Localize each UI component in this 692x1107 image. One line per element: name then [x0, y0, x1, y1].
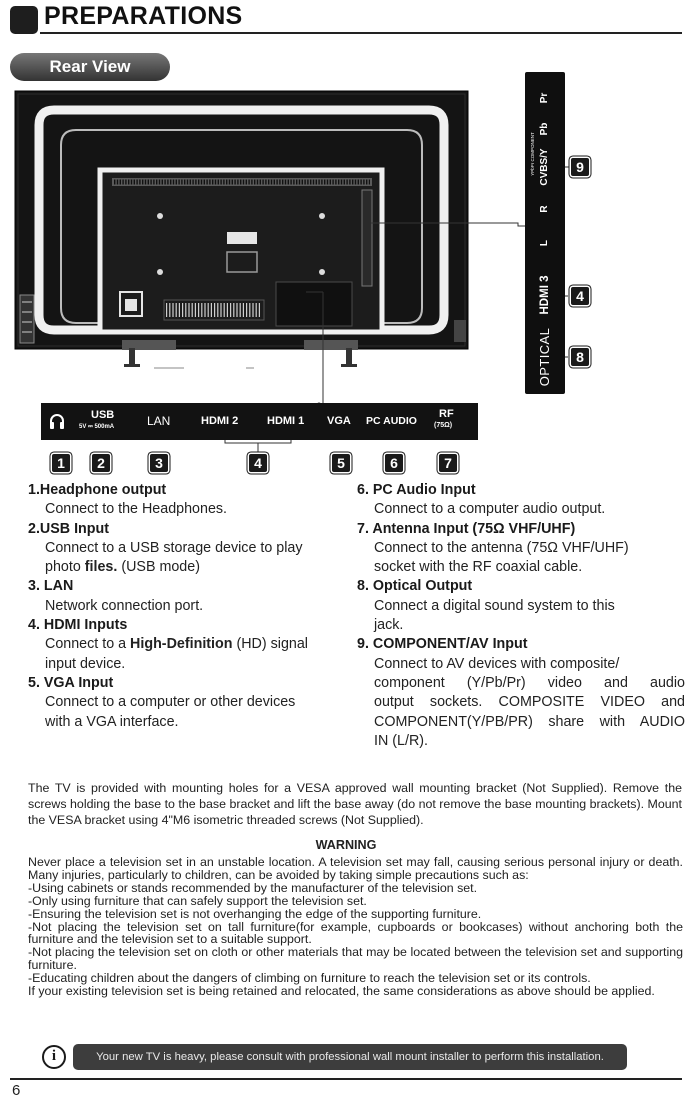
- item-8-body-1: Connect a digital sound system to this: [374, 597, 615, 614]
- item-5-body-2: with a VGA interface.: [45, 713, 179, 730]
- callout-5: 5: [332, 454, 350, 472]
- warning-text: [28, 856, 683, 998]
- warning-title: WARNING: [315, 838, 377, 852]
- warning-line-6: -Educating children about the dangers of climbing on furniture to reach the television set or its controls.: [28, 971, 591, 986]
- item-9-title: 9. COMPONENT/AV Input: [357, 636, 528, 653]
- warning-outro: If your existing television set is being retained and relocated, the same considerations as above should be applied.: [28, 984, 655, 999]
- warning-line-1: -Using cabinets or stands recommended by the manufacturer of the television set.: [28, 880, 478, 895]
- side-label-optical: OPTICAL: [537, 327, 552, 387]
- side-label-pr: Pr: [539, 92, 550, 104]
- warning-line-4: -Not placing the television set on tall furniture(for example, cupboards or bookcases) without anchoring both the furniture and the television set to a suitable support.: [28, 919, 683, 947]
- warning-line-3: -Ensuring the television set is not overhanging the edge of the supporting furniture.: [28, 906, 482, 921]
- port-usb-label: USB: [91, 409, 115, 421]
- item-2-body-2: [28, 558, 338, 577]
- item-1-title: 1.Headphone output: [28, 482, 167, 498]
- item-5-title: 5. VGA Input: [28, 674, 114, 691]
- item-7-body-1: Connect to the antenna (75Ω VHF/UHF): [374, 539, 629, 556]
- port-vga-label: VGA: [327, 415, 351, 427]
- item-2-body-2c: (USB mode): [117, 559, 200, 576]
- side-label-component-small: YPbPr COMPONENT: [530, 132, 535, 176]
- item-7-body-2: socket with the RF coaxial cable.: [374, 559, 583, 576]
- item-9-body-2: component (Y/Pb/Pr) video and audio: [374, 674, 685, 691]
- callout-8: 8: [571, 348, 589, 366]
- item-6-body: Connect to a computer audio output.: [374, 501, 606, 518]
- item-8-body-2: jack.: [374, 617, 404, 634]
- side-connector-panel: [525, 72, 565, 394]
- item-5-body-1: Connect to a computer or other devices: [45, 694, 296, 711]
- side-label-hdmi3: HDMI 3: [539, 275, 551, 315]
- headphone-icon: [49, 413, 65, 430]
- port-usb-sub: 5V ⎓ 500mA: [79, 424, 115, 430]
- item-9-body-5: IN (L/R).: [374, 732, 429, 749]
- item-1-body: Connect to the Headphones.: [45, 501, 228, 518]
- page-title: PREPARATIONS: [44, 2, 243, 30]
- callout-2: 2: [92, 454, 110, 472]
- item-4-body-1: [28, 635, 338, 654]
- callout-4-side: 4: [571, 287, 589, 305]
- item-7-title: 7. Antenna Input (75Ω VHF/UHF): [357, 520, 576, 537]
- item-3-title: 3. LAN: [28, 578, 74, 595]
- item-4-title: 4. HDMI Inputs: [28, 617, 128, 634]
- footer-divider: [10, 1078, 682, 1080]
- callout-1: 1: [52, 454, 70, 472]
- info-note: Your new TV is heavy, please consult with professional wall mount installer to perform this installation.: [73, 1044, 627, 1070]
- side-label-l: L: [539, 239, 550, 247]
- port-hdmi1-label: HDMI 1: [267, 415, 305, 427]
- port-rf-sub: (75Ω): [434, 422, 453, 429]
- header-divider: [40, 32, 682, 34]
- warning-line-5: -Not placing the television set on cloth or other materials that may be located between the television set and supporting furniture.: [28, 945, 683, 973]
- callout-9: 9: [571, 158, 589, 176]
- item-9-body-4: COMPONENT(Y/PB/PR) share with AUDIO: [374, 713, 685, 730]
- side-label-r: R: [539, 205, 550, 213]
- port-hdmi2-label: HDMI 2: [201, 415, 239, 427]
- callout-7: 7: [439, 454, 457, 472]
- mounting-paragraph: The TV is provided with mounting holes for a VESA approved wall mounting bracket (Not Supplied). Remove the screws holding the base to the base bracket and lift the base away (do not remove the base mounting brackets). Mount the VESA bracket using 4"M6 isometric threaded screws (Not Supplied).: [28, 781, 682, 827]
- rear-view-label: Rear View: [10, 53, 170, 81]
- callout-4: 4: [249, 454, 267, 472]
- item-8-title: 8. Optical Output: [357, 578, 473, 595]
- port-pc-audio-label: PC AUDIO: [366, 415, 417, 427]
- item-4-body-1b: High-Definition: [130, 636, 233, 653]
- item-2-body-2b: files.: [84, 559, 118, 576]
- rear-port-bar: [41, 403, 478, 440]
- warning-intro: Never place a television set in an unstable location. A television set may fall, causing serious personal injury or death. Many injuries, particularly to children, can be avoided by taking simple precautions such as:: [28, 855, 683, 882]
- item-2-body-2a: photo: [45, 559, 85, 576]
- callout-6: 6: [385, 454, 403, 472]
- side-label-pb: Pb: [539, 122, 550, 136]
- tv-rear-illustration: [14, 90, 469, 370]
- item-4-body-2: input device.: [45, 655, 126, 672]
- info-icon: i: [42, 1045, 66, 1069]
- item-6-title: 6. PC Audio Input: [357, 482, 476, 498]
- port-rf-label: RF: [439, 408, 454, 420]
- page-number: 6: [12, 1082, 21, 1099]
- item-3-body: Network connection port.: [45, 597, 204, 614]
- port-lan-label: LAN: [147, 414, 171, 428]
- item-4-body-1a: Connect to a: [45, 636, 131, 653]
- item-2-body-1: Connect to a USB storage device to play: [45, 539, 303, 556]
- item-9-body-1: Connect to AV devices with composite/: [374, 655, 620, 672]
- port-descriptions-right: [357, 481, 685, 751]
- item-2-title: 2.USB Input: [28, 520, 110, 537]
- section-marker: [10, 6, 38, 34]
- warning-line-2: -Only using furniture that can safely support the television set.: [28, 893, 367, 908]
- callout-3: 3: [150, 454, 168, 472]
- side-label-cvbs: CVBS/Y: [539, 148, 550, 186]
- item-9-body-3: output sockets. COMPOSITE VIDEO and: [374, 694, 685, 711]
- port-descriptions-left: [28, 481, 338, 732]
- item-4-body-1c: (HD) signal: [232, 636, 308, 653]
